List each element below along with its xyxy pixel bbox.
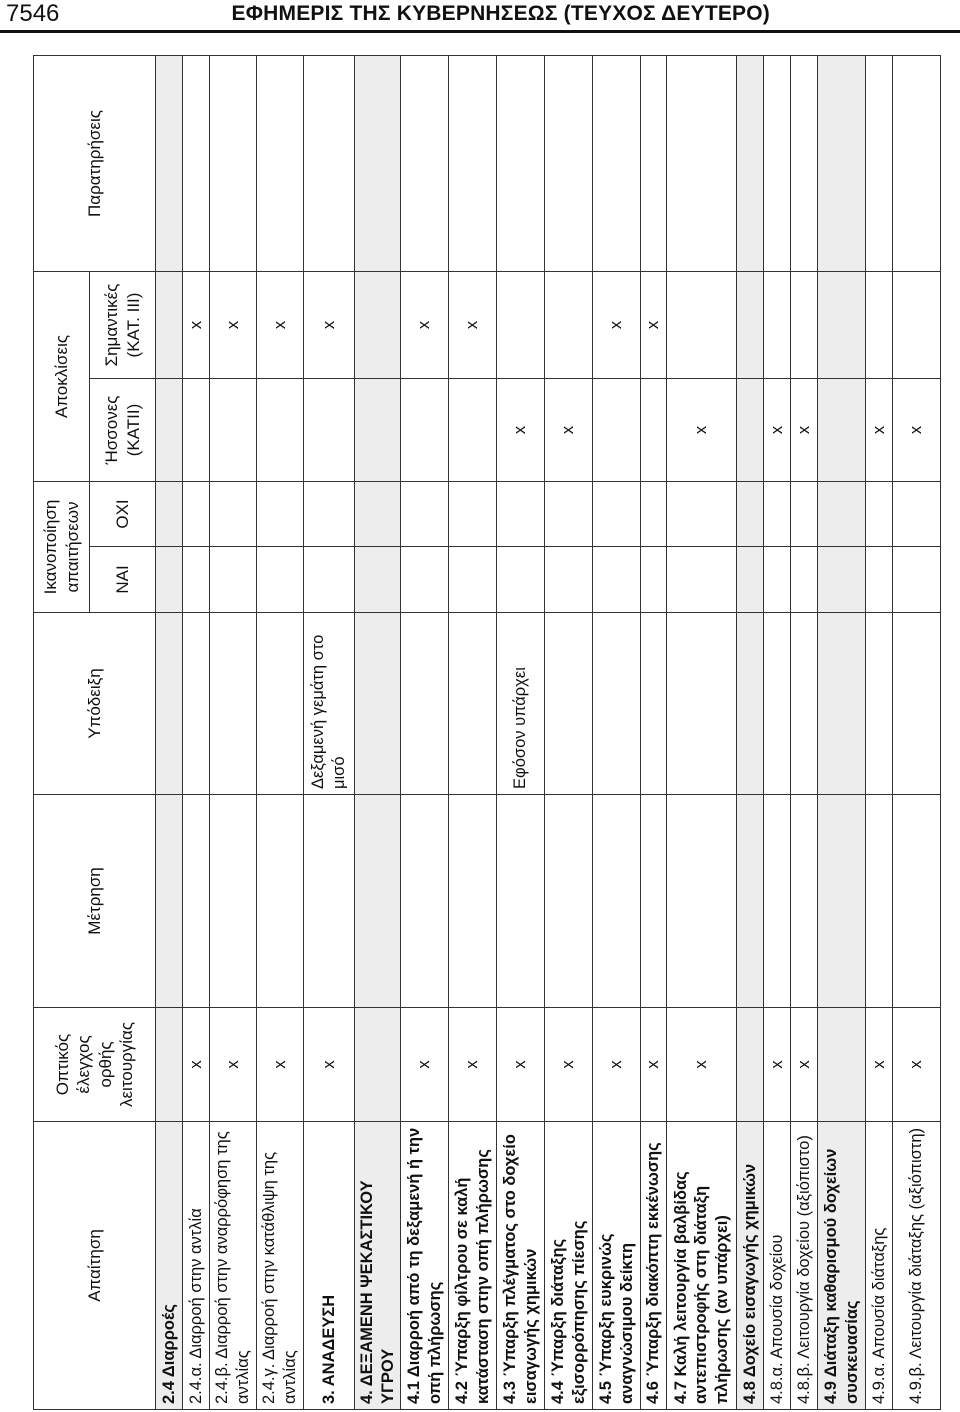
major-cell — [893, 271, 941, 378]
minor-cell: x — [791, 379, 818, 482]
no-cell — [641, 482, 667, 547]
requirement-cell: 4.1 Διαρροή από τη δεξαμενή ή την οπή πλήρωσης — [401, 1122, 449, 1410]
yes-cell — [355, 547, 401, 613]
requirement-cell: 2.4.α. Διαρροή στην αντλία — [183, 1122, 210, 1410]
remarks-cell — [210, 55, 257, 271]
remarks-cell — [304, 55, 355, 271]
requirement-cell: 4.9.α. Απουσία διάταξης — [866, 1122, 893, 1410]
yes-cell — [257, 547, 304, 613]
yes-cell — [893, 547, 941, 613]
header-visual-check: Οπτικός έλεγχος ορθής λειτουργίας — [34, 1008, 156, 1122]
yes-cell — [818, 547, 866, 613]
requirement-cell: 2.4.γ. Διαρροή στην κατάθλιψη της αντλίας — [257, 1122, 304, 1410]
visual-check-cell — [737, 1008, 764, 1122]
remarks-cell — [667, 55, 737, 271]
requirement-cell: 4.5 Ύπαρξη ευκρινώς αναγνώσιμου δείκτη — [593, 1122, 641, 1410]
yes-cell — [791, 547, 818, 613]
rotated-table-container — [33, 56, 926, 1410]
header-no: ΟΧΙ — [90, 482, 156, 547]
yes-cell — [545, 547, 593, 613]
requirement-cell: 4.8 Δοχείο εισαγωγής χημικών — [737, 1122, 764, 1410]
yes-cell — [764, 547, 791, 613]
minor-cell — [641, 379, 667, 482]
major-cell — [866, 271, 893, 378]
remarks-cell — [355, 55, 401, 271]
minor-cell: x — [893, 379, 941, 482]
major-cell: x — [449, 271, 497, 378]
major-cell: x — [401, 271, 449, 378]
table-row — [818, 55, 866, 1409]
no-cell — [401, 482, 449, 547]
no-cell — [764, 482, 791, 547]
hint-cell — [641, 613, 667, 795]
table-row — [355, 55, 401, 1409]
measurement-cell — [667, 795, 737, 1008]
visual-check-cell: x — [304, 1008, 355, 1122]
minor-cell: x — [866, 379, 893, 482]
yes-cell — [210, 547, 257, 613]
requirement-cell: 4.6 Ύπαρξη διακόπτη εκκένωσης — [641, 1122, 667, 1410]
minor-cell — [304, 379, 355, 482]
major-cell: x — [304, 271, 355, 378]
requirement-cell: 4.7 Καλή λειτουργία βαλβίδας αντεπιστροφής στη διάταξη πλήρωσης (αν υπάρχει) — [667, 1122, 737, 1410]
hint-cell: Εφόσον υπάρχει — [497, 613, 545, 795]
requirement-cell: 4.9 Διάταξη καθαρισμού δοχείων συσκευασίας — [818, 1122, 866, 1410]
visual-check-cell: x — [401, 1008, 449, 1122]
no-cell — [593, 482, 641, 547]
requirement-cell: 4.8.α. Απουσία δοχείου — [764, 1122, 791, 1410]
hint-cell — [791, 613, 818, 795]
no-cell — [156, 482, 183, 547]
no-cell — [545, 482, 593, 547]
table-row — [497, 55, 545, 1409]
no-cell — [866, 482, 893, 547]
major-cell — [791, 271, 818, 378]
remarks-cell — [183, 55, 210, 271]
remarks-cell — [818, 55, 866, 271]
no-cell — [737, 482, 764, 547]
requirement-cell: 4.9.β. Λειτουργία διάταξης (αξιόπιστη) — [893, 1122, 941, 1410]
remarks-cell — [156, 55, 183, 271]
requirement-cell: 4.2 Ύπαρξη φίλτρου σε καλή κατάσταση στην οπή πλήρωσης — [449, 1122, 497, 1410]
major-cell: x — [593, 271, 641, 378]
hint-cell — [764, 613, 791, 795]
hint-cell — [156, 613, 183, 795]
minor-cell: x — [667, 379, 737, 482]
measurement-cell — [545, 795, 593, 1008]
requirement-cell: 4.3 Ύπαρξη πλέγματος στο δοχείο εισαγωγής χημικών — [497, 1122, 545, 1410]
header-requirement: Απαίτηση — [34, 1122, 156, 1410]
requirement-cell: 4. ΔΕΞΑΜΕΝΗ ΨΕΚΑΣΤΙΚΟΥ ΥΓΡΟΥ — [355, 1122, 401, 1410]
minor-cell — [401, 379, 449, 482]
major-cell — [737, 271, 764, 378]
measurement-cell — [355, 795, 401, 1008]
visual-check-cell — [156, 1008, 183, 1122]
visual-check-cell — [355, 1008, 401, 1122]
hint-cell — [593, 613, 641, 795]
visual-check-cell — [818, 1008, 866, 1122]
measurement-cell — [156, 795, 183, 1008]
hint-cell — [210, 613, 257, 795]
remarks-cell — [545, 55, 593, 271]
hint-cell — [667, 613, 737, 795]
measurement-cell — [641, 795, 667, 1008]
table-row — [866, 55, 893, 1409]
yes-cell — [401, 547, 449, 613]
major-cell: x — [210, 271, 257, 378]
table-row — [593, 55, 641, 1409]
no-cell — [183, 482, 210, 547]
visual-check-cell: x — [183, 1008, 210, 1122]
table-row — [737, 55, 764, 1409]
minor-cell — [818, 379, 866, 482]
table-row — [156, 55, 183, 1409]
visual-check-cell: x — [545, 1008, 593, 1122]
header-yes: ΝΑΙ — [90, 547, 156, 613]
minor-cell — [355, 379, 401, 482]
visual-check-cell: x — [667, 1008, 737, 1122]
measurement-cell — [737, 795, 764, 1008]
no-cell — [355, 482, 401, 547]
remarks-cell — [764, 55, 791, 271]
major-cell — [355, 271, 401, 378]
table-row — [545, 55, 593, 1409]
major-cell — [156, 271, 183, 378]
yes-cell — [183, 547, 210, 613]
measurement-cell — [818, 795, 866, 1008]
yes-cell — [641, 547, 667, 613]
yes-cell — [866, 547, 893, 613]
table-row — [304, 55, 355, 1409]
measurement-cell — [791, 795, 818, 1008]
table-row — [764, 55, 791, 1409]
visual-check-cell: x — [449, 1008, 497, 1122]
hint-cell — [183, 613, 210, 795]
hint-cell — [355, 613, 401, 795]
minor-cell — [737, 379, 764, 482]
yes-cell — [737, 547, 764, 613]
visual-check-cell: x — [764, 1008, 791, 1122]
hint-cell — [449, 613, 497, 795]
remarks-cell — [866, 55, 893, 271]
header-remarks: Παρατηρήσεις — [34, 55, 156, 271]
remarks-cell — [893, 55, 941, 271]
no-cell — [210, 482, 257, 547]
requirement-cell: 4.4 Ύπαρξη διάταξης εξισορρόπησης πίεσης — [545, 1122, 593, 1410]
visual-check-cell: x — [893, 1008, 941, 1122]
visual-check-cell: x — [593, 1008, 641, 1122]
measurement-cell — [304, 795, 355, 1008]
table-row — [449, 55, 497, 1409]
major-cell: x — [641, 271, 667, 378]
requirement-cell: 2.4.β. Διαρροή στην αναρρόφηση της αντλίας — [210, 1122, 257, 1410]
table-row — [667, 55, 737, 1409]
header-hint: Υπόδειξη — [34, 613, 156, 795]
measurement-cell — [893, 795, 941, 1008]
minor-cell: x — [545, 379, 593, 482]
header-rule — [0, 30, 960, 33]
page-number: 7546 — [6, 0, 60, 27]
requirement-cell: 3. ΑΝΑΔΕΥΣΗ — [304, 1122, 355, 1410]
hint-cell — [257, 613, 304, 795]
yes-cell — [304, 547, 355, 613]
no-cell — [304, 482, 355, 547]
measurement-cell — [449, 795, 497, 1008]
inspection-table — [33, 55, 941, 1410]
table-row — [641, 55, 667, 1409]
yes-cell — [449, 547, 497, 613]
table-row — [210, 55, 257, 1409]
visual-check-cell: x — [497, 1008, 545, 1122]
visual-check-cell: x — [641, 1008, 667, 1122]
measurement-cell — [183, 795, 210, 1008]
hint-cell: Δεξαμενή γεμάτη στο μισό — [304, 613, 355, 795]
requirement-cell: 4.8.β. Λειτουργία δοχείου (αξιόπιστο) — [791, 1122, 818, 1410]
measurement-cell — [497, 795, 545, 1008]
header-measurement: Μέτρηση — [34, 795, 156, 1008]
no-cell — [667, 482, 737, 547]
yes-cell — [593, 547, 641, 613]
major-cell — [497, 271, 545, 378]
no-cell — [818, 482, 866, 547]
visual-check-cell: x — [866, 1008, 893, 1122]
major-cell — [667, 271, 737, 378]
visual-check-cell: x — [257, 1008, 304, 1122]
hint-cell — [545, 613, 593, 795]
hint-cell — [866, 613, 893, 795]
major-cell: x — [183, 271, 210, 378]
minor-cell — [156, 379, 183, 482]
no-cell — [449, 482, 497, 547]
measurement-cell — [257, 795, 304, 1008]
hint-cell — [737, 613, 764, 795]
yes-cell — [667, 547, 737, 613]
table-row — [257, 55, 304, 1409]
table-row — [183, 55, 210, 1409]
no-cell — [497, 482, 545, 547]
hint-cell — [893, 613, 941, 795]
yes-cell — [156, 547, 183, 613]
remarks-cell — [257, 55, 304, 271]
requirement-cell: 2.4 Διαρροές — [156, 1122, 183, 1410]
major-cell — [545, 271, 593, 378]
remarks-cell — [497, 55, 545, 271]
major-cell — [818, 271, 866, 378]
measurement-cell — [401, 795, 449, 1008]
minor-cell — [183, 379, 210, 482]
major-cell — [764, 271, 791, 378]
measurement-cell — [764, 795, 791, 1008]
table-row — [893, 55, 941, 1409]
table-row — [401, 55, 449, 1409]
table-body — [156, 55, 941, 1409]
no-cell — [893, 482, 941, 547]
measurement-cell — [593, 795, 641, 1008]
remarks-cell — [641, 55, 667, 271]
header-major: Σημαντικές (ΚΑΤ. ΙΙΙ) — [90, 271, 156, 378]
remarks-cell — [449, 55, 497, 271]
remarks-cell — [737, 55, 764, 271]
no-cell — [257, 482, 304, 547]
header-satisfaction: Ικανοποίηση απαιτήσεων — [34, 482, 90, 613]
header-deviations: Αποκλίσεις — [34, 271, 90, 481]
header-minor: Ήσσονες (ΚΑΤΙΙ) — [90, 379, 156, 482]
hint-cell — [818, 613, 866, 795]
visual-check-cell: x — [791, 1008, 818, 1122]
hint-cell — [401, 613, 449, 795]
minor-cell — [210, 379, 257, 482]
minor-cell: x — [764, 379, 791, 482]
minor-cell — [593, 379, 641, 482]
minor-cell — [449, 379, 497, 482]
major-cell: x — [257, 271, 304, 378]
measurement-cell — [210, 795, 257, 1008]
visual-check-cell: x — [210, 1008, 257, 1122]
table-row — [791, 55, 818, 1409]
measurement-cell — [866, 795, 893, 1008]
remarks-cell — [593, 55, 641, 271]
remarks-cell — [401, 55, 449, 271]
gazette-title: ΕΦΗΜΕΡΙΣ ΤΗΣ ΚΥΒΕΡΝΗΣΕΩΣ (ΤΕΥΧΟΣ ΔΕΥΤΕΡΟ) — [231, 2, 770, 25]
yes-cell — [497, 547, 545, 613]
no-cell — [791, 482, 818, 547]
minor-cell — [257, 379, 304, 482]
minor-cell: x — [497, 379, 545, 482]
remarks-cell — [791, 55, 818, 271]
